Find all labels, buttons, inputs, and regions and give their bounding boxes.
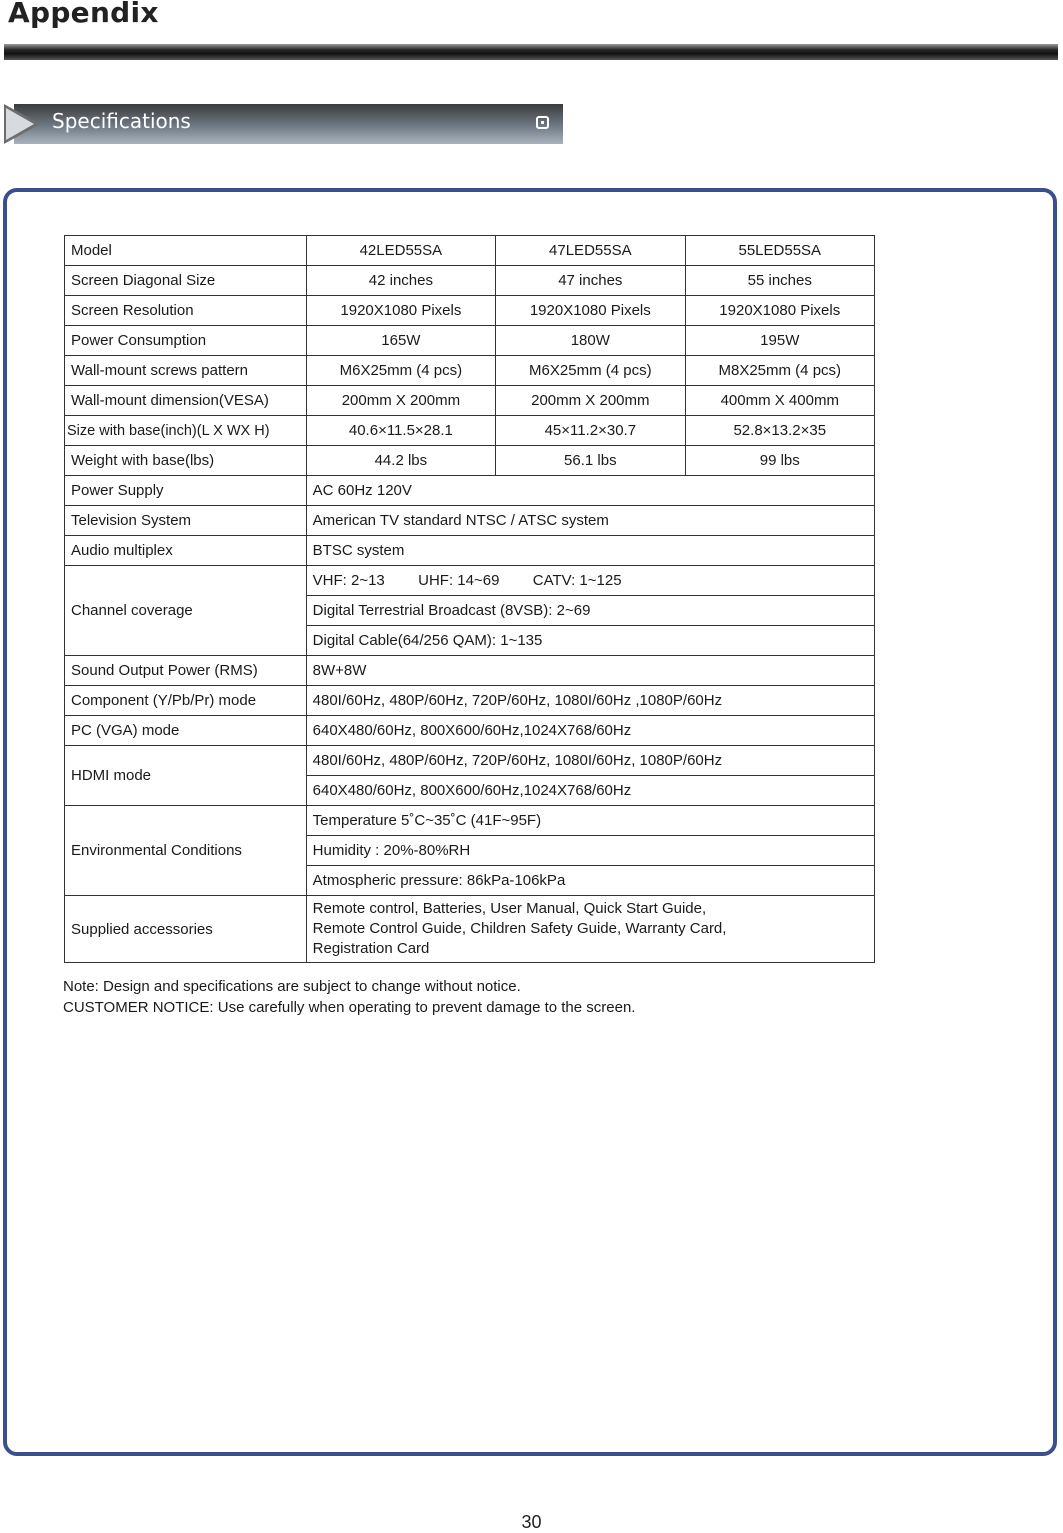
- model-name: 55LED55SA: [685, 236, 874, 266]
- table-row: [65, 266, 875, 296]
- model-name: 42LED55SA: [306, 236, 495, 266]
- page-title: Appendix: [8, 0, 159, 29]
- cell-value: 56.1 lbs: [496, 446, 685, 476]
- spec-table: [64, 235, 875, 963]
- cell-value: M8X25mm (4 pcs): [685, 356, 874, 386]
- table-row: [65, 446, 875, 476]
- row-label: Screen Diagonal Size: [65, 266, 307, 296]
- cell-value: 640X480/60Hz, 800X600/60Hz,1024X768/60Hz: [306, 776, 874, 806]
- row-label: Weight with base(lbs): [65, 446, 307, 476]
- row-label: Power Consumption: [65, 326, 307, 356]
- cell-value: 52.8×13.2×35: [685, 416, 874, 446]
- cell-value: M6X25mm (4 pcs): [306, 356, 495, 386]
- table-row: [65, 356, 875, 386]
- square-bullet-icon: [536, 116, 549, 129]
- cell-value: VHF: 2~13 UHF: 14~69 CATV: 1~125: [306, 566, 874, 596]
- cell-value: Temperature 5˚C~35˚C (41F~95F): [306, 806, 874, 836]
- row-label: PC (VGA) mode: [65, 716, 307, 746]
- row-label: Screen Resolution: [65, 296, 307, 326]
- table-row: [65, 326, 875, 356]
- cell-value: 99 lbs: [685, 446, 874, 476]
- table-row: [65, 566, 875, 596]
- cell-value: 47 inches: [496, 266, 685, 296]
- row-label: Environmental Conditions: [65, 806, 307, 896]
- cell-value: BTSC system: [306, 536, 874, 566]
- cell-value: 195W: [685, 326, 874, 356]
- row-label: Wall-mount screws pattern: [65, 356, 307, 386]
- cell-value: 44.2 lbs: [306, 446, 495, 476]
- cell-value: 640X480/60Hz, 800X600/60Hz,1024X768/60Hz: [306, 716, 874, 746]
- row-label: Component (Y/Pb/Pr) mode: [65, 686, 307, 716]
- cell-value: 180W: [496, 326, 685, 356]
- cell-value: 200mm X 200mm: [496, 386, 685, 416]
- table-row: [65, 506, 875, 536]
- cell-value: Humidity : 20%-80%RH: [306, 836, 874, 866]
- cell-value: 55 inches: [685, 266, 874, 296]
- table-row: [65, 656, 875, 686]
- customer-notice: CUSTOMER NOTICE: Use carefully when operating to prevent damage to the screen.: [63, 999, 636, 1016]
- row-label: Supplied accessories: [65, 896, 307, 963]
- table-row: [65, 536, 875, 566]
- cell-value: 480I/60Hz, 480P/60Hz, 720P/60Hz, 1080I/60Hz ,1080P/60Hz: [306, 686, 874, 716]
- cell-value: Atmospheric pressure: 86kPa-106kPa: [306, 866, 874, 896]
- table-row: [65, 896, 875, 963]
- design-note: Note: Design and specifications are subject to change without notice.: [63, 978, 521, 995]
- table-row: [65, 296, 875, 326]
- cell-value: M6X25mm (4 pcs): [496, 356, 685, 386]
- cell-value: American TV standard NTSC / ATSC system: [306, 506, 874, 536]
- cell-value: AC 60Hz 120V: [306, 476, 874, 506]
- cell-value: 480I/60Hz, 480P/60Hz, 720P/60Hz, 1080I/60Hz, 1080P/60Hz: [306, 746, 874, 776]
- row-label: Power Supply: [65, 476, 307, 506]
- row-label: Wall-mount dimension(VESA): [65, 386, 307, 416]
- cell-value: 165W: [306, 326, 495, 356]
- cell-value: 8W+8W: [306, 656, 874, 686]
- model-name: 47LED55SA: [496, 236, 685, 266]
- notes-block: [63, 976, 635, 1018]
- cell-value: Digital Terrestrial Broadcast (8VSB): 2~69: [306, 596, 874, 626]
- cell-value: 40.6×11.5×28.1: [306, 416, 495, 446]
- row-label: HDMI mode: [65, 746, 307, 806]
- cell-line: Remote control, Batteries, User Manual, Quick Start Guide,: [312, 900, 707, 917]
- row-label: Sound Output Power (RMS): [65, 656, 307, 686]
- cell-value: 42 inches: [306, 266, 495, 296]
- cell-value: 1920X1080 Pixels: [685, 296, 874, 326]
- row-label: Model: [65, 236, 307, 266]
- cell-value: 400mm X 400mm: [685, 386, 874, 416]
- row-label: Television System: [65, 506, 307, 536]
- cell-line: Registration Card: [312, 940, 430, 957]
- page-number: 30: [521, 1512, 542, 1532]
- row-label: Size with base(inch)(L X WX H): [65, 416, 307, 446]
- cell-line: Remote Control Guide, Children Safety Guide, Warranty Card,: [312, 920, 727, 937]
- table-row: [65, 716, 875, 746]
- table-row: [65, 746, 875, 776]
- table-row: [65, 686, 875, 716]
- row-label: Audio multiplex: [65, 536, 307, 566]
- table-row: [65, 386, 875, 416]
- section-title: Specifications: [52, 109, 191, 133]
- accessories-cell: [306, 896, 874, 963]
- row-label: Channel coverage: [65, 566, 307, 656]
- table-row: [65, 236, 875, 266]
- table-row: [65, 416, 875, 446]
- cell-value: 45×11.2×30.7: [496, 416, 685, 446]
- table-row: [65, 476, 875, 506]
- cell-value: Digital Cable(64/256 QAM): 1~135: [306, 626, 874, 656]
- cell-value: 1920X1080 Pixels: [496, 296, 685, 326]
- table-row: [65, 806, 875, 836]
- section-arrow-inner: [6, 108, 34, 140]
- cell-value: 200mm X 200mm: [306, 386, 495, 416]
- cell-value: 1920X1080 Pixels: [306, 296, 495, 326]
- header-rule: [4, 44, 1058, 60]
